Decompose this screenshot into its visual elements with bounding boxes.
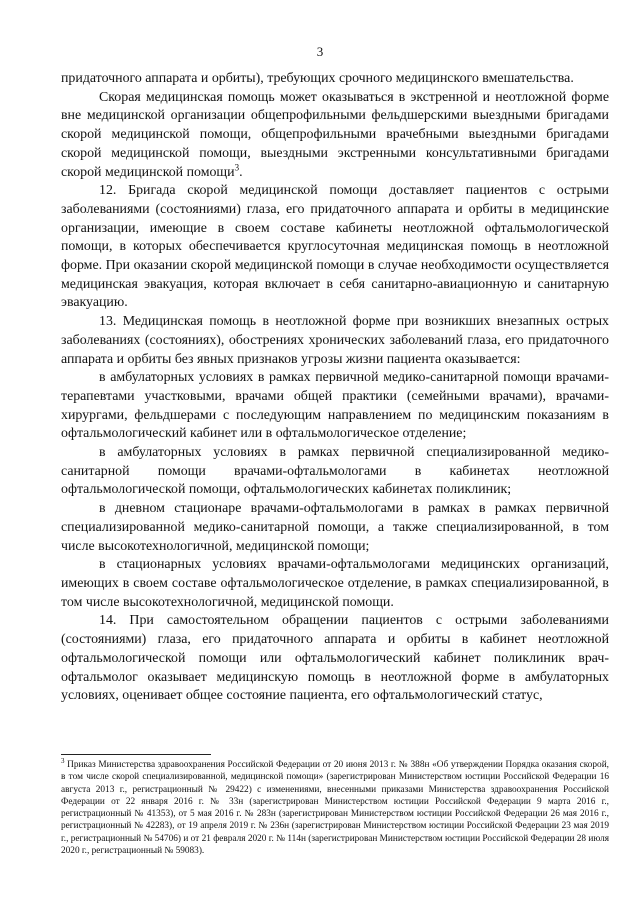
list-item: в амбулаторных условиях в рамках первичной специализированной медико-санитарной помощи врачами-офтальмологами в кабинетах неотложной офтальмологической помощи, офтальмологических кабинетах поликлиник;	[61, 445, 609, 498]
footnote	[61, 756, 609, 857]
page-number: 3	[316, 44, 324, 59]
list-item: в стационарных условиях врачами-офтальмологами медицинских организаций, имеющих в своем составе офтальмологическое отделение, в рамках специализированной, в том числе высокотехнологичной, медицинской помощи.	[61, 557, 609, 610]
list-item: в амбулаторных условиях в рамках первичной медико-санитарной помощи врачами-терапевтами участковыми, врачами общей практики (семейными врачами), врачами-хирургами, фельдшерами с последующим направлением по медицинским показаниям в офтальмологический кабинет или в офтальмологическое отделение;	[61, 370, 609, 442]
footnote-reference[interactable]: 3	[234, 161, 240, 172]
paragraph: Скорая медицинская помощь может оказываться в экстренной и неотложной форме вне медицинской организации общепрофильными фельдшерскими выездными бригадами скорой медицинской помощи, общепрофильными врачебными выездными бригадами скорой медицинской помощи, выездными экстренными консультативными бригадами скорой медицинской помощи$^3$.	[61, 89, 609, 180]
footnote-divider	[61, 754, 211, 755]
footnote-text: Приказ Министерства здравоохранения Российской Федерации от 20 июня 2013 г. № 388н «Об утверждении Порядка оказания скорой, в том числе скорой специализированной, медицинской помощи» (зарегистрирован Министерством юстиции Российской Федерации 16 августа 2013 г., регистрационный № 29422) с изменениями, внесенными приказами Министерства здравоохранения Российской Федерации от 22 января 2016 г. № 33н (зарегистрирован Министерством юстиции Российской Федерации 9 марта 2016 г., регистрационный № 41353), от 5 мая 2016 г. № 283н (зарегистрирован Министерством юстиции Российской Федерации 26 мая 2016 г., регистрационный № 42283), от 19 апреля 2019 г. № 236н (зарегистрирован Министерством юстиции Российской Федерации 23 мая 2019 г., регистрационный № 54706) и от 21 февраля 2020 г. № 114н (зарегистрирован Министерством юстиции Российской Федерации 28 июля 2020 г., регистрационный № 59083).	[61, 760, 609, 857]
body-text	[61, 70, 609, 706]
paragraph: 12. Бригада скорой медицинской помощи доставляет пациентов с острыми заболеваниями (состояниями) глаза, его придаточного аппарата и орбиты в медицинские организации, имеющие в своем составе кабинеты неотложной офтальмологической помощи, в которых обеспечивается круглосуточная медицинская помощь в неотложной форме. При оказании скорой медицинской помощи в случае необходимости осуществляется медицинская эвакуация, которая включает в себя санитарно-авиационную и санитарную эвакуацию.	[61, 183, 609, 311]
paragraph: 13. Медицинская помощь в неотложной форме при возникших внезапных острых заболеваниях (состояниях), обострениях хронических заболеваний глаза, его придаточного аппарата и орбиты без явных признаков угрозы жизни пациента оказывается:	[61, 314, 609, 367]
footnote-marker: 3	[61, 756, 65, 765]
list-item: в дневном стационаре врачами-офтальмологами в рамках в рамках первичной специализированной медико-санитарной помощи, а также специализированной, в том числе высокотехнологичной, медицинской помощи;	[61, 501, 609, 554]
paragraph: 14. При самостоятельном обращении пациентов с острыми заболеваниями (состояниями) глаза, его придаточного аппарата и орбиты в кабинет неотложной офтальмологической помощи или офтальмологический кабинет поликлиник врач-офтальмолог оказывает медицинскую помощь в неотложной форме в амбулаторных условиях, оценивает общее состояние пациента, его офтальмологический статус,	[61, 613, 609, 704]
paragraph: придаточного аппарата и орбиты), требующих срочного медицинского вмешательства.	[61, 71, 574, 86]
